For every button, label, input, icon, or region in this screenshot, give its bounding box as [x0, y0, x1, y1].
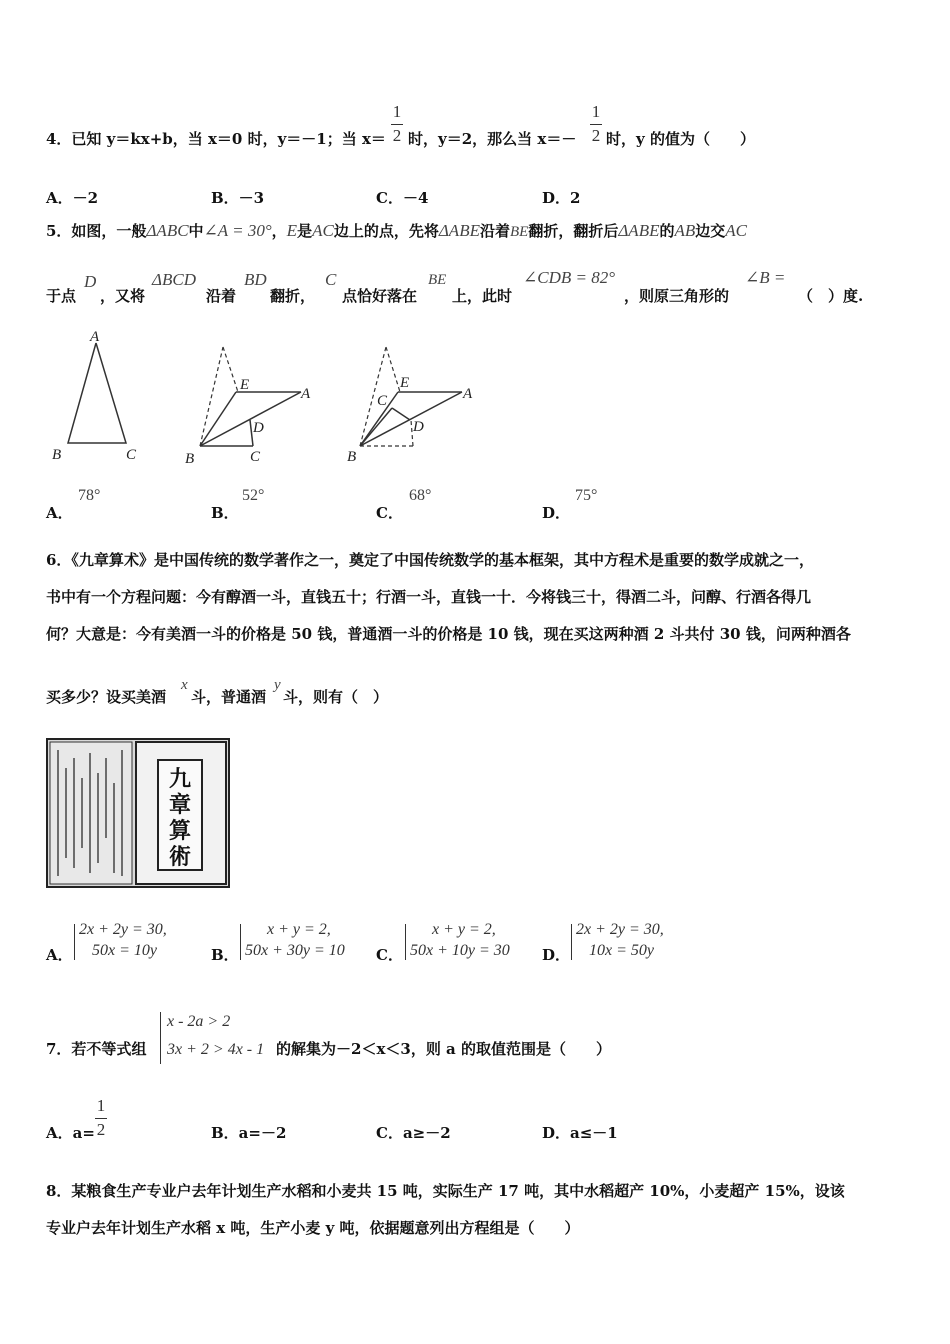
q5-figure-1 — [52, 329, 137, 463]
q4-frac2-bar — [590, 124, 602, 125]
q6-line-1: 6．《九章算术》是中国传统的数学著作之一，奠定了中国传统数学的基本框架，其中方程术是重要的数学成就之一， — [46, 551, 814, 569]
q6-book-image — [46, 738, 230, 888]
fig1-label-c: C — [126, 447, 137, 463]
q6-line-2: 书中有一个方程问题：今有醇酒一斗，直钱五十；行酒一斗，直钱一十．今将钱三十，得酒二斗，问醇、行酒各得几 — [46, 588, 812, 606]
q5-l2-bd: BD — [244, 270, 267, 289]
q7-option-c: C．a≥－2 — [376, 1124, 451, 1142]
q4-option-c: C．－4 — [376, 189, 429, 207]
q6-line-4-c: 斗，则有（ ） — [283, 688, 389, 706]
q5-l2-e: 点恰好落在 — [342, 287, 418, 305]
q6-option-a-eq2: 50x = 10y — [92, 942, 157, 959]
q7-eq2: 3x + 2 > 4x - 1 — [167, 1041, 265, 1058]
q4-option-a: A．－2 — [46, 189, 99, 207]
fig2-label-c: C — [250, 449, 261, 465]
q7-prefix: 7．若不等式组 — [46, 1040, 147, 1058]
q6-option-a-eq1: 2x + 2y = 30, — [79, 921, 167, 938]
q4-frac1-bar — [391, 124, 403, 125]
q4-frac1-num: 1 — [392, 102, 402, 121]
q7-option-a-letter: A．a= — [46, 1124, 95, 1142]
book-title-char-3: 算 — [168, 818, 192, 844]
q5-l2-point-c: C — [325, 270, 337, 289]
q5-l2-b: ，又将 — [100, 287, 146, 305]
fig2-label-e: E — [240, 377, 250, 393]
q6-option-a-brace — [74, 924, 75, 960]
q5-l2-angle-cdb: ∠CDB = 82° — [523, 268, 616, 287]
q6-option-c-eq1: x + y = 2, — [432, 921, 496, 938]
q4-frac1-den: 2 — [392, 126, 402, 145]
q5-figures — [40, 325, 480, 475]
q6-option-d-eq2: 10x = 50y — [589, 942, 654, 959]
q5-l2-d: 翻折， — [270, 287, 316, 305]
q5-l2-h: （ ）度. — [798, 287, 864, 305]
q6-var-y: y — [274, 677, 281, 693]
q7-eq1: x - 2a > 2 — [167, 1013, 231, 1030]
q5-option-a-letter: A． — [46, 504, 73, 522]
q7-option-b: B．a=－2 — [211, 1124, 287, 1142]
fig1-label-a: A — [90, 329, 100, 345]
q4-text-part1: 4．已知 y＝kx+b，当 x＝0 时，y＝－1；当 x＝ — [46, 130, 386, 148]
q5-l2-a: 于点 — [46, 287, 77, 305]
q4-frac2-den: 2 — [591, 126, 601, 145]
q6-option-c-letter: C． — [376, 946, 403, 964]
q6-option-c-brace — [405, 924, 406, 960]
q7-option-d: D．a≤－1 — [542, 1124, 618, 1142]
book-title-char-1: 九 — [168, 766, 192, 792]
q5-option-b-letter: B． — [211, 504, 239, 522]
q8-line-2: 专业户去年计划生产水稻 x 吨，生产小麦 y 吨，依据题意列出方程组是（ ） — [46, 1219, 580, 1237]
q6-var-x: x — [181, 677, 188, 693]
q5-figure-3 — [347, 347, 473, 465]
fig3-label-e: E — [400, 375, 410, 391]
q6-option-d-eq1: 2x + 2y = 30, — [576, 921, 664, 938]
q5-l2-f: 上，此时 — [452, 287, 513, 305]
q7-option-a-den: 2 — [96, 1120, 106, 1139]
q6-option-d-letter: D． — [542, 946, 571, 964]
q6-option-a-letter: A． — [46, 946, 73, 964]
fig2-label-d: D — [253, 420, 264, 436]
q4-text-part3: 时，y 的值为（ ） — [606, 130, 755, 148]
fig3-label-d: D — [413, 419, 424, 435]
q5-l2-be: BE — [428, 272, 447, 288]
fig3-label-b: B — [347, 449, 357, 465]
q7-brace — [160, 1012, 161, 1064]
q6-option-b-eq1: x + y = 2, — [267, 921, 331, 938]
fig3-label-a: A — [463, 386, 473, 402]
q5-option-b-value: 52° — [242, 487, 265, 504]
q5-l2-triangle-bcd: ΔBCD — [152, 270, 196, 289]
q5-option-a-value: 78° — [78, 487, 101, 504]
q6-line-4-a: 买多少？设买美酒 — [46, 688, 167, 706]
q5-line-1: 5．如图，一般ΔABC中∠A = 30°，E是AC边上的点，先将ΔABE沿着BE翻折，翻折后ΔABE的AB边交AC — [46, 221, 748, 240]
q7-option-a-bar — [95, 1118, 107, 1119]
fig3-label-c: C — [377, 393, 388, 409]
fig2-label-a: A — [301, 386, 311, 402]
q5-l2-c: 沿着 — [206, 287, 237, 305]
q8-line-1: 8．某粮食生产专业户去年计划生产水稻和小麦共 15 吨，实际生产 17 吨，其中水稻超产 10%，小麦超产 15%，设该 — [46, 1182, 845, 1200]
q6-line-3: 何？大意是：今有美酒一斗的价格是 50 钱，普通酒一斗的价格是 10 钱，现在买这两种酒 2 斗共付 30 钱，问两种酒各 — [46, 625, 851, 643]
q5-option-d-letter: D． — [542, 504, 571, 522]
q6-option-b-letter: B． — [211, 946, 239, 964]
q5-l2-g: ，则原三角形的 — [624, 287, 730, 305]
q6-option-b-eq2: 50x + 30y = 10 — [245, 942, 345, 959]
q6-option-b-brace — [240, 924, 241, 960]
q4-frac2-num: 1 — [591, 102, 601, 121]
q7-option-a-num: 1 — [96, 1096, 106, 1115]
q6-option-d-brace — [571, 924, 572, 960]
q5-l2-point-d: D — [84, 272, 97, 291]
q6-option-c-eq2: 50x + 10y = 30 — [410, 942, 510, 959]
q5-option-c-letter: C． — [376, 504, 403, 522]
fig2-label-b: B — [185, 451, 195, 467]
q6-line-4-b: 斗，普通酒 — [191, 688, 267, 706]
book-title-char-4: 術 — [168, 844, 192, 870]
q4-option-d: D．2 — [542, 189, 581, 207]
fig1-label-b: B — [52, 447, 62, 463]
q5-option-d-value: 75° — [575, 487, 598, 504]
q7-suffix: 的解集为－2＜x＜3，则 a 的取值范围是（ ） — [276, 1040, 611, 1058]
q4-option-b: B．－3 — [211, 189, 265, 207]
book-title-char-2: 章 — [168, 792, 192, 818]
q5-l2-angle-b: ∠B = — [745, 268, 786, 287]
q5-option-c-value: 68° — [409, 487, 432, 504]
q5-figure-2 — [185, 347, 311, 467]
q4-text-part2: 时，y＝2，那么当 x＝－ — [408, 130, 577, 148]
